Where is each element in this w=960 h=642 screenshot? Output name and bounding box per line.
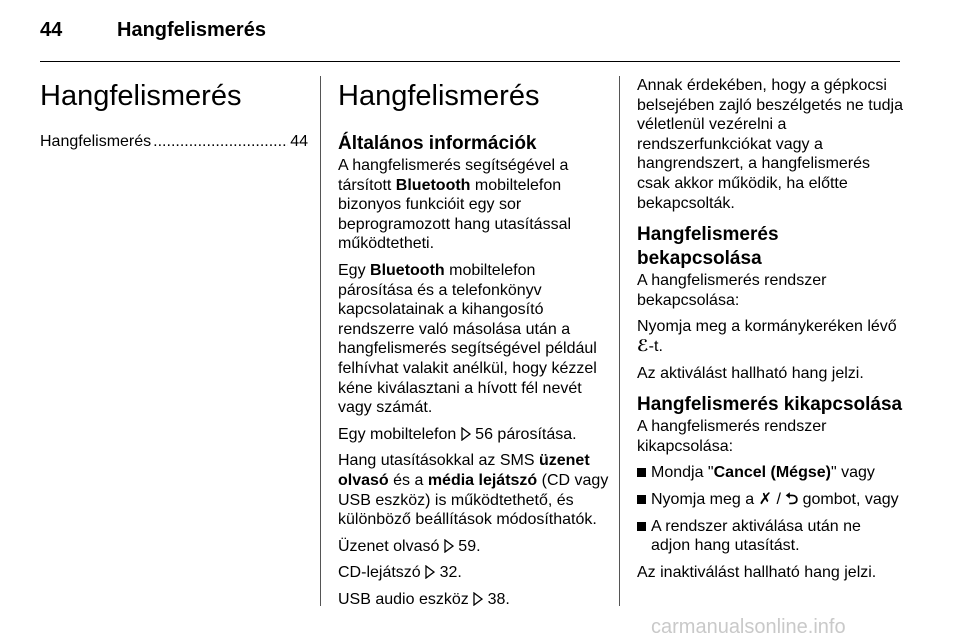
text-line: társított [338, 176, 396, 194]
toc-column [40, 78, 308, 152]
toc-entry[interactable] [40, 132, 308, 152]
toc-leader-dots [153, 132, 288, 152]
activate-paragraph-3: Az aktiválást hallható hang jelzi. [637, 364, 864, 382]
pairing-reference[interactable] [338, 425, 610, 445]
bluetooth-term: Bluetooth [370, 261, 445, 279]
text-line: 59. [453, 537, 481, 555]
text-line: különböző beállítások módosíthatók. [338, 511, 597, 529]
usb-audio-reference[interactable] [338, 590, 610, 610]
bullet-square-icon [637, 463, 651, 483]
text-line: A hangfelismerés rendszer [637, 272, 827, 290]
activate-paragraph-2 [637, 317, 907, 356]
column-divider-2 [619, 76, 620, 606]
bullet-square-icon [637, 517, 651, 556]
voice-button-icon: ℰ [637, 337, 649, 355]
message-reader-reference[interactable] [338, 537, 610, 557]
message-reader-term: olvasó [338, 471, 389, 489]
text-line: Egy [338, 261, 371, 279]
bullet-square-icon [637, 490, 651, 510]
text-line: hangfelismerés segítségével például [338, 340, 597, 358]
content-column-right [637, 76, 907, 589]
toc-entry-page: 44 [290, 133, 308, 150]
page-reference-icon [473, 592, 483, 606]
general-info-paragraph-2 [338, 261, 610, 418]
mute-icon: ✗ [758, 490, 772, 508]
bullet-text: Mondja "Cancel (Mégse)" vagy [651, 464, 875, 482]
running-header-title: Hangfelismerés [117, 19, 266, 41]
text-line: Annak érdekében, hogy a gépkocsi [637, 77, 887, 94]
text-line: működtetheti. [338, 235, 435, 253]
text-line: belsejében zajló beszélgetés ne tudja [637, 96, 903, 114]
general-info-paragraph-1 [338, 156, 610, 254]
text-line: hangrendszert, a hangfelismerés [637, 155, 871, 173]
bullet-text: A rendszer aktiválása után ne adjon hang utasítást. [651, 517, 861, 555]
text-line: mobiltelefon [470, 176, 562, 194]
page-reference-icon [425, 565, 435, 579]
toc-entry-label: Hangfelismerés [40, 133, 152, 150]
text-line: bizonyos funkcióit egy sor [338, 196, 522, 214]
text-line: A hangfelismerés rendszer [637, 418, 827, 436]
chapter-title: Hangfelismerés [40, 80, 242, 112]
text-line: Nyomja meg a kormánykeréken lévő [637, 318, 897, 336]
bullet-item [637, 490, 907, 510]
page-reference-icon [444, 539, 454, 553]
deactivate-paragraph-1 [637, 417, 907, 456]
text-line: 32. [435, 564, 462, 582]
media-player-term: média lejátszó [427, 471, 538, 489]
cd-player-reference[interactable] [338, 563, 610, 583]
deactivate-heading: Hangfelismerés kikapcsolása [637, 394, 903, 416]
activate-heading: Hangfelismerés bekapcsolása [637, 224, 779, 270]
bullet-item [637, 517, 907, 556]
back-icon: ⮌ [785, 490, 799, 508]
page-reference-icon [461, 427, 471, 441]
text-line: bekapcsolása: [637, 291, 740, 309]
message-reader-term: üzenet [538, 452, 590, 470]
text-line: kapcsolatainak a kihangosító [338, 301, 544, 319]
text-line: párosítása és a telefonkönyv [338, 281, 542, 299]
bullet-item [637, 463, 907, 483]
watermark: carmanualsonline.info [651, 616, 846, 638]
text-line: vagy számát. [338, 399, 433, 417]
section-title: Hangfelismerés [338, 80, 540, 112]
text-line: bekapcsolták. [637, 194, 735, 212]
text-line: A hangfelismerés segítségével a [338, 157, 569, 174]
bluetooth-term: Bluetooth [395, 176, 471, 194]
text-line: CD-lejátszó [338, 564, 426, 582]
column-divider-1 [320, 76, 321, 606]
text-line: Hang utasításokkal az SMS [338, 452, 539, 470]
intro-paragraph [637, 76, 907, 213]
general-info-heading: Általános információk [338, 133, 537, 154]
text-line: beprogramozott hang utasítással [338, 215, 572, 233]
text-line: Egy mobiltelefon [338, 425, 461, 443]
text-line: felhívhat valakit anélkül, hogy kézzel [338, 359, 597, 377]
general-info-paragraph-4 [338, 451, 610, 529]
text-line: -t. [648, 337, 663, 355]
bullet-text: Nyomja meg a ✗ / ⮌ gombot, vagy [651, 490, 899, 508]
text-line: mobiltelefon [444, 261, 536, 279]
text-line: 38. [483, 590, 510, 608]
text-line: kéne kiválasztani a hívott fél nevét [338, 379, 582, 397]
content-column-left [338, 78, 610, 616]
text-line: rendszerfunkciókat vagy a [637, 135, 823, 153]
text-line: véletlenül vezérelni a [637, 116, 787, 134]
text-line: rendszerre való másolása után a [338, 320, 571, 338]
activate-paragraph-1 [637, 271, 907, 310]
text-line: és a [388, 471, 428, 489]
text-line: Üzenet olvasó [338, 537, 444, 555]
text-line: kikapcsolása: [637, 437, 734, 455]
text-line: csak akkor működik, ha előtte [637, 174, 848, 192]
deactivate-paragraph-2: Az inaktiválást hallható hang jelzi. [637, 563, 877, 581]
header-rule [40, 61, 900, 62]
text-line: USB eszköz) is működtethető, és [338, 491, 574, 509]
text-line: (CD vagy [537, 471, 609, 489]
text-line: 56 párosítása. [470, 425, 577, 443]
text-line: USB audio eszköz [338, 590, 474, 608]
page-number: 44 [40, 19, 63, 41]
